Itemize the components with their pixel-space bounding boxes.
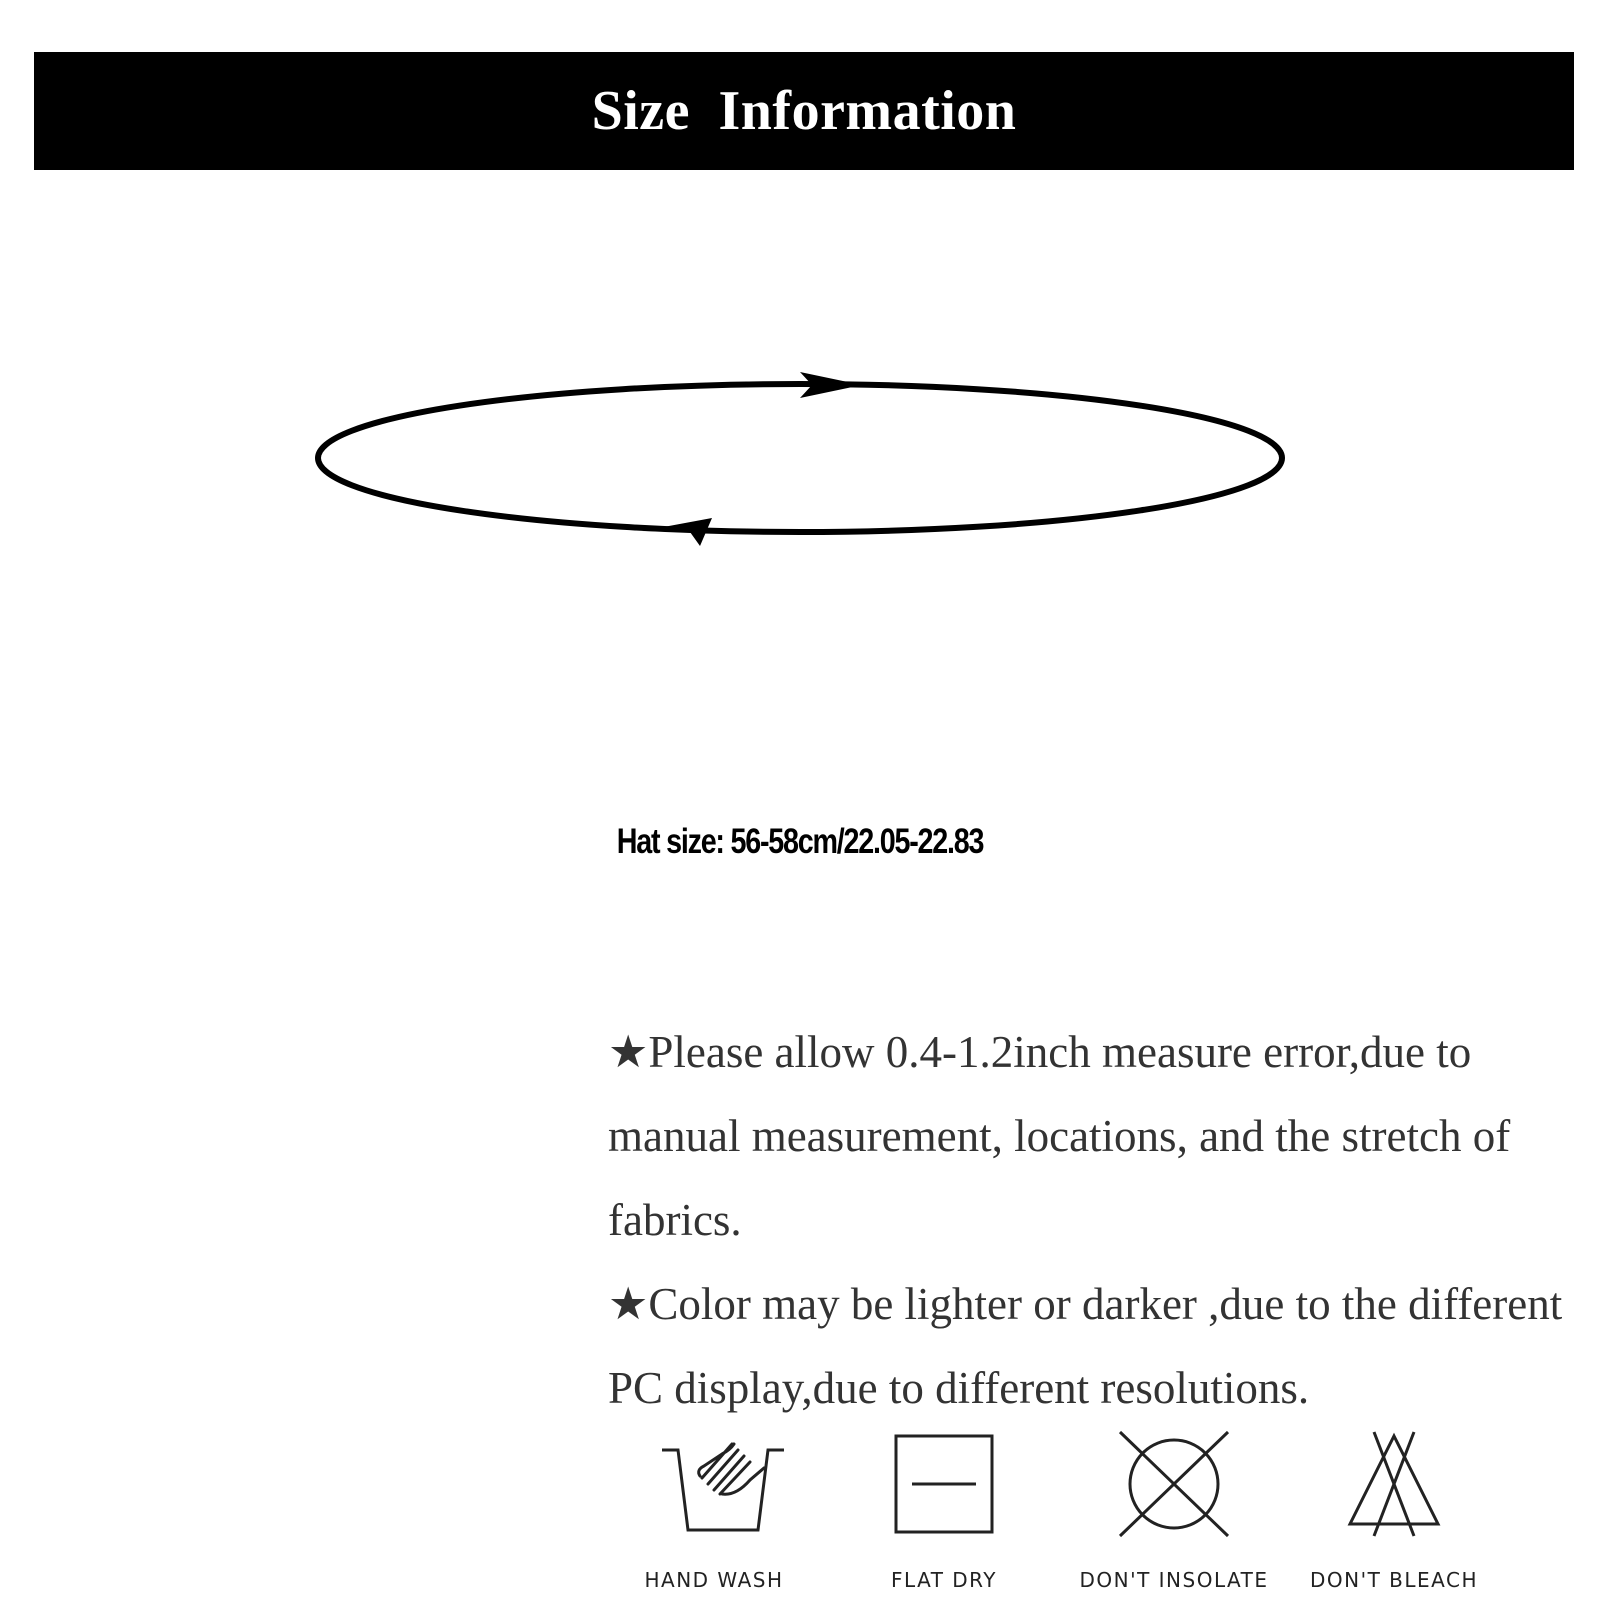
flat-dry-icon bbox=[834, 1420, 1054, 1540]
hand-wash-icon bbox=[604, 1420, 824, 1540]
circumference-ellipse bbox=[318, 384, 1282, 532]
care-label-flat-dry: FLAT DRY bbox=[890, 1568, 998, 1592]
care-item-flat-dry bbox=[834, 1420, 1054, 1600]
page-title: Size Information bbox=[591, 80, 1017, 142]
care-item-hand-wash bbox=[604, 1420, 824, 1600]
arrow-left-icon bbox=[642, 518, 712, 546]
care-instructions bbox=[0, 1420, 1600, 1600]
note-color-variation: ★Color may be lighter or darker ,due to the different PC display,due to different resolutions. bbox=[608, 1279, 1563, 1413]
size-info-header bbox=[34, 52, 1574, 170]
hat-size-text: Hat size: 56-58cm/22.05-22.83 bbox=[616, 822, 984, 861]
dont-bleach-icon bbox=[1284, 1420, 1504, 1540]
note-measure-error: ★Please allow 0.4-1.2inch measure error,due to manual measurement, locations, and the stretch of fabrics. bbox=[608, 1027, 1511, 1245]
care-label-dont-insolate: DON'T INSOLATE bbox=[1079, 1568, 1269, 1592]
care-item-dont-bleach bbox=[1284, 1420, 1504, 1600]
notes-block bbox=[608, 1010, 1568, 1430]
arrow-right-icon bbox=[800, 372, 862, 398]
care-label-dont-bleach: DON'T BLEACH bbox=[1309, 1568, 1478, 1592]
care-item-dont-insolate bbox=[1064, 1420, 1284, 1600]
care-label-hand-wash: HAND WASH bbox=[644, 1568, 784, 1592]
dont-insolate-icon bbox=[1064, 1420, 1284, 1540]
